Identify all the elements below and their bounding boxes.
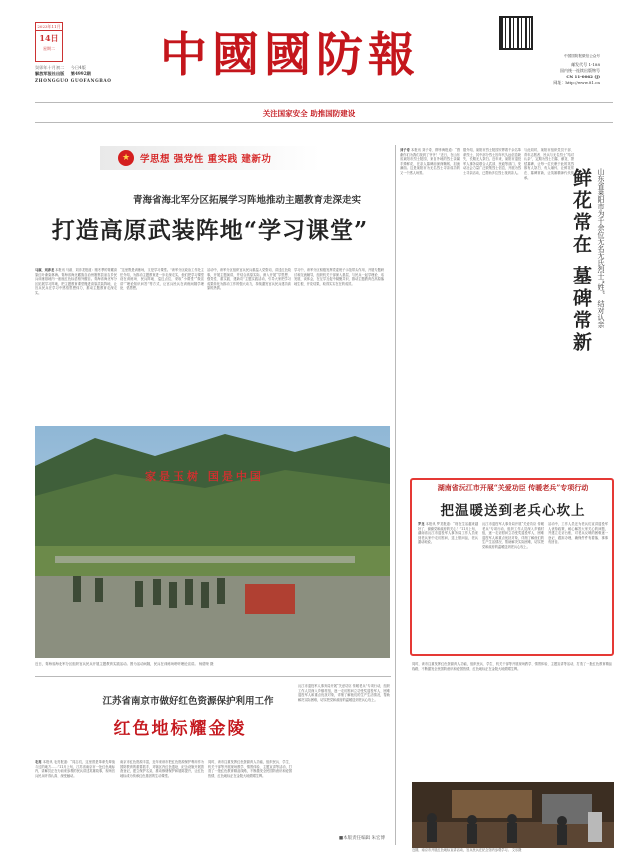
article1-photo-caption: 近日，青海省海北军分区组织官兵民兵开展主题教育实践活动。图为活动间隙，民兵在训练场聆听理论宣讲。 杨德荣 摄 [35,662,214,666]
article1-byline: 马淑、刘彦龙 [35,268,55,272]
header-rule-2 [35,122,613,123]
header-rule [35,102,613,103]
article1-headline[interactable]: 打造高原武装阵地“学习课堂” [51,217,369,244]
article4-column-2: 南京市红色资源丰富，近年来该市把红色资源保护利用作为国防教育的重要抓手，对辖区内红色遗址、纪念设施开展普查登记，建立保护名录，推动修缮保护和展陈提升，让红色地标成为传承红色基因的生动课堂。 [120,760,204,778]
qr-caption: 中国国防报微信公众号 [564,54,600,58]
article2-byline: 刘子奇 [400,148,410,152]
article4-column-5: 同时，该市注重发挥红色资源育人功能，组织民兵、学生、机关干部等开展现场教学、情景体验、主题宣讲等活动，打造了一批红色教育精品线路，不断激发全民国防意识和爱国热情，红色地标正在金陵大地熠熠生辉。 [412,662,612,671]
article4-photo-caption: 近期，南京市开展红色地标宣讲活动，官兵民兵在纪念馆内参观学习。 文乐摄 [412,848,522,852]
lunar-date: 癸卯年十月初二 [35,65,65,70]
date-year-month: 2023年11月 [37,24,61,29]
article2-headline[interactable]: 鲜花常在 墓碑常新 [570,168,592,354]
article4-text-1: 本报讯 毛亮报道：“同志们，这里曾是革命先辈战斗过的地方……”11月上旬，江苏省南京市一处红色地标内，讲解员正在为前来参观的民兵讲述英雄故事，现场官兵民兵听得认真、深受触动。 [35,760,115,778]
issue-number: 第4992期 [70,71,91,76]
article2-column-3: 与此同时，莱阳市组织党员干部、青年志愿者、民兵与无名烈士“结对认亲”，定期为烈士扫墓、献花、擦拭墓碑，让每一位长眠于此的英烈都有人祭扫、有人缅怀，让鲜花常在、墓碑常新，让英雄精神代代传承。 [524,148,574,180]
publisher-line [35,71,155,77]
article4-headline[interactable]: 红色地标耀金陵 [113,719,247,739]
date-weekday: 星期二 [43,46,55,51]
theme-banner [100,146,320,170]
cn-number: CN 11-0062 (J) [566,74,600,79]
article3-headline[interactable]: 把温暖送到老兵心坎上 [440,503,586,519]
article1-subhead[interactable]: 青海省海北军分区拓展学习阵地推动主题教育走深走实 [132,195,361,206]
date-box [35,22,63,62]
article4-column-3: 同时，该市注重发挥红色资源育人功能，组织民兵、学生、机关干部等开展现场教学、情景体验、主题宣讲等活动，打造了一批红色教育精品线路，不断激发全民国防意识和爱国热情，红色地标正在金陵大地熠熠生辉。 [208,760,292,778]
edition-count: 今日4版 [70,65,86,70]
article1-column-3: 活动中，该军分区组织官兵民兵重温入党誓词，讲述红色故事，开展主题演讲，并结合高原实际，深入开展“学思想、强党性、重实践、建新功”主题实践活动，引导大家把学习成果转化为推动工作的强大动力，持续激发官兵民兵建功高原的热情。 [207,268,291,291]
article4-byline: 毛亮 [35,760,42,764]
party-emblem-icon: ★ [118,150,134,166]
article2-sub-vertical-2: 结对认亲 [597,300,605,328]
article4-subhead[interactable]: 江苏省南京市做好红色资源保护利用工作 [102,696,274,707]
article1-photo[interactable] [35,426,390,658]
article4-column-4: 沅江市退役军人事务局开展“关爱功臣 传暖老兵”专项行动，组织工作人员深入乡镇村组，逐一走访慰问立功受奖退役军人、困难退役军人和重点优抚对象，详细了解他们的生产生活情况，帮助解决实际困难，切实把党和政府的温暖送到老兵心坎上。 [298,684,390,702]
banner-text: 学思想 强党性 重实践 建新功 [140,154,272,165]
article3-subhead[interactable]: 湖南省沅江市开展“关爱功臣 传暖老兵”专项行动 [437,483,589,492]
postal-code: 邮发代号 1-188 [571,62,600,67]
pinyin-name: ZHONGGUO GUOFANGBAO [35,78,112,83]
article1-column-2: “这里既是训练场，又是学习课堂。”该军分区政治工作处主任介绍，为推动主题教育进一步走深走实，他们把学习课堂设在训练场、民兵阵地、巡边点位，采取“小课堂”“微宣讲”“理论知识问答”等方式，让官兵民兵在训练间隙学理论、悟思想。 [120,268,204,291]
article3-column-3: 活动中，工作人员还为老兵们宣讲退役军人优待政策，耐心解答大家关心的问题，并建立走访台账，对老兵反映的困难逐一登记、跟踪办理，确保件件有着落、事事有回音。 [548,522,608,545]
slogan: 关注国家安全 助推国防建设 [262,109,356,118]
article4-column-1 [35,760,115,850]
cn-code: 国内统一连续出版物号 [560,68,600,73]
article3-column-2: 沅江市退役军人事务局开展“关爱功臣 传暖老兵”专项行动，组织工作人员深入乡镇村组，逐一走访慰问立功受奖退役军人、困难退役军人和重点优抚对象，详细了解他们的生产生活情况，帮助解决实际困难，切实把党和政府的温暖送到老兵心坎上。 [482,522,544,549]
article3-column-1 [418,522,478,650]
memorial-hall-image [412,782,614,848]
date-day: 14日 [39,33,59,43]
divider [35,676,391,677]
article2-sub-vertical: 山东省莱阳市为千余位无名无氏烈士“姓” [597,168,605,295]
article1-column-4: 学习中，该军分区积极发挥党委班子示范带头作用，开展专题研讨和交流辅导，组织机关干部深入基层，与民兵一起学理论、话发展、谈体会，在互学互促中凝聚共识，推动主题教育在高原落地生根、开花结果，取得实实在在的成效。 [294,268,384,286]
article2-column-1 [400,148,460,468]
article1-column-1 [35,268,117,418]
article1-text-1: 本报讯 马淑、刘彦龙报道：刚冬季的青藏高原红叶渐染林海。青海省海北藏族自治州刚察县泉吉乡民兵训练基地内一座座红色标语格外醒目。青海省海北军分区拓展学习阵地，把主题教育课堂搬进高原武装阵地，让官兵民兵在学习中感悟思想伟力，推动主题教育走深走实。 [35,268,117,295]
photo-sign-text: 家是玉树 国是中国 [145,470,264,483]
article3-text-1: 本报讯 罗龙报道：“现在生活越来越好了，谢谢党和政府的关心！”11月上旬，湖南省沅江市退役军人事务局工作人员来到老兵家中走访慰问，送上慰问品，老兵激动地说。 [418,522,478,545]
column-divider [395,145,396,845]
publisher: 解放军报社出版 [35,71,65,76]
article2-column-2: 据介绍，莱阳市烈士陵园安葬着千余名革命烈士，其中部分烈士因年代久远信息缺失，长期无人祭扫。近年来，莱阳市退役军人事务局联合人武部、民政等部门，发动社会力量广泛收集烈士信息，开展为烈士寻亲活动，已帮助多位烈士找到亲人。 [463,148,521,175]
article2-headline-wrap[interactable] [570,168,592,378]
training-ground-image [35,426,390,658]
website: 网址：http://www.81.cn [553,80,600,85]
editor-credit: ■本版责任编辑 朱宏博 [338,836,385,841]
qr-code-icon [499,16,533,50]
article2-sub-vertical-wrap-2 [596,300,606,420]
article4-photo[interactable] [412,782,614,848]
article3-byline: 罗龙 [418,522,425,526]
masthead-title: 中國國防報 [160,28,420,83]
article2-text-1: 本报讯 刘子奇、柳孝海报道：“感谢你们为我们找到了爷爷！”近日，在山东省莱阳市烈士陵园，来自外地的烈士亲属手捧鲜花，在亲人墓碑前深深鞠躬，泪流满面。这是莱阳市为无名烈士寻亲成功的又一个感人场景。 [400,148,460,175]
